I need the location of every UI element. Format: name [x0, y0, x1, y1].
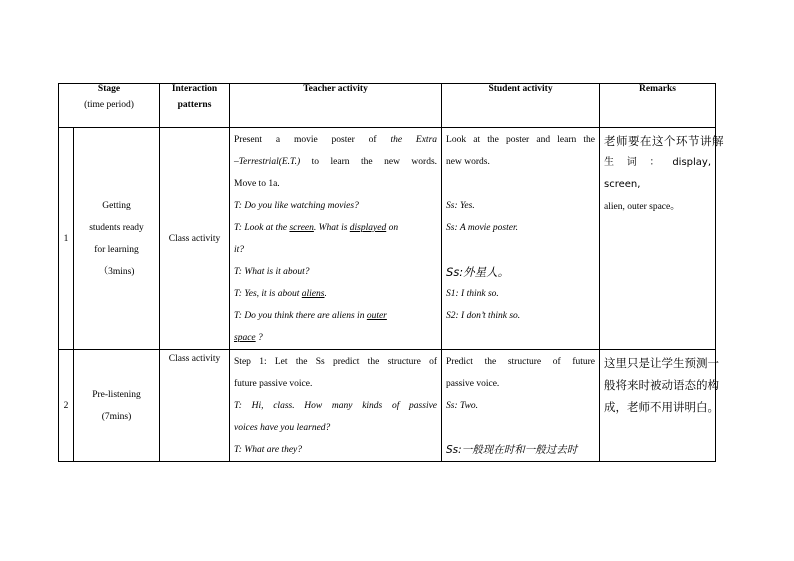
interaction-cell: Class activity	[160, 128, 230, 350]
lesson-plan-table	[58, 83, 725, 462]
teacher-line: T: What are they?	[234, 445, 302, 455]
teacher-line	[234, 129, 437, 151]
teacher-line	[234, 305, 437, 327]
stage-cell	[74, 128, 160, 350]
header-row	[59, 84, 716, 128]
header-interaction	[160, 84, 230, 128]
teacher-text-italic: . What is	[313, 223, 350, 233]
header-stage-label: Stage	[97, 84, 121, 94]
header-student: Student activity	[442, 84, 600, 128]
remarks-line: 生 词 ： display, screen,	[604, 157, 712, 190]
row-number: 2	[59, 350, 74, 462]
teacher-text: to learn the new words.	[300, 157, 438, 167]
teacher-text-italic: on	[386, 223, 399, 233]
stage-line: （3mins)	[98, 266, 135, 277]
student-line: S2: I don’t think so.	[446, 311, 521, 321]
teacher-text-italic: T: Do you think there are aliens in	[234, 311, 367, 321]
teacher-line: future passive voice.	[234, 379, 313, 389]
teacher-text: Present a movie poster of	[234, 135, 391, 145]
stage-line: for learning	[94, 244, 139, 255]
remarks-line: 般将来时被动语态的构	[604, 378, 720, 392]
teacher-text-italic: –Terrestrial(E.T.)	[234, 157, 301, 167]
table-row	[59, 350, 716, 462]
header-interaction-line2: patterns	[177, 100, 212, 110]
teacher-text-italic: .	[324, 289, 327, 299]
stage-line: Getting	[102, 200, 131, 211]
teacher-text-italic: ?	[255, 333, 263, 343]
teacher-line: voices have you learned?	[234, 423, 331, 433]
teacher-line: it?	[234, 245, 245, 255]
remarks-line: alien, outer space。	[604, 202, 680, 212]
teacher-line: Move to 1a.	[234, 179, 280, 189]
stage-line: students ready	[89, 222, 144, 233]
header-stage	[59, 84, 160, 128]
student-line: Ss: Two.	[446, 401, 479, 411]
remarks-cell	[600, 128, 725, 350]
header-stage-sub: (time period)	[84, 100, 134, 110]
underlined-word: space	[234, 333, 256, 343]
student-activity-cell	[442, 128, 600, 350]
header-remarks: Remarks	[600, 84, 716, 128]
student-line: Look at the poster and learn the	[446, 135, 596, 145]
row-number: 1	[59, 128, 74, 350]
spacer	[446, 173, 595, 195]
underlined-word: outer	[366, 311, 387, 321]
student-line: Ss: A movie poster.	[446, 223, 518, 233]
teacher-line	[234, 151, 437, 173]
remarks-line: 老师要在这个环节讲解	[604, 134, 725, 148]
teacher-activity-cell	[230, 128, 442, 350]
stage-line: Pre-listening	[92, 389, 141, 400]
underlined-word: aliens	[301, 289, 325, 299]
student-line: S1: I think so.	[446, 289, 499, 299]
student-line: Ss:外星人。	[446, 265, 510, 279]
teacher-line: Step 1: Let the Ss predict the structure of	[234, 357, 438, 367]
teacher-line: T: Hi, class. How many kinds of passive	[234, 401, 438, 411]
teacher-line	[234, 217, 437, 239]
remarks-cell	[600, 350, 720, 462]
teacher-line: T: What is it about?	[234, 267, 310, 277]
teacher-text-italic: T: Look at the	[234, 223, 290, 233]
spacer	[446, 239, 595, 261]
student-line: new words.	[446, 157, 490, 167]
header-teacher: Teacher activity	[230, 84, 442, 128]
remarks-line: 这里只是让学生预测一	[604, 356, 720, 370]
interaction-cell: Class activity	[160, 350, 230, 462]
student-line: Ss: Yes.	[446, 201, 475, 211]
teacher-text-italic: the Extra	[390, 135, 438, 145]
teacher-line	[234, 283, 437, 305]
spacer	[446, 417, 595, 439]
underlined-word: screen	[289, 223, 314, 233]
header-interaction-line1: Interaction	[171, 84, 218, 94]
stage-line: (7mins)	[101, 411, 132, 422]
student-line: Ss:一般现在时和一般过去时	[446, 444, 578, 456]
stage-cell	[74, 350, 160, 462]
underlined-word: displayed	[349, 223, 387, 233]
teacher-activity-cell	[230, 350, 442, 462]
teacher-line: T: Do you like watching movies?	[234, 201, 359, 211]
teacher-text-italic: T: Yes, it is about	[234, 289, 302, 299]
student-line: passive voice.	[446, 379, 500, 389]
student-activity-cell	[442, 350, 600, 462]
student-line: Predict the structure of future	[446, 357, 596, 367]
teacher-line	[234, 327, 437, 349]
table-row	[59, 128, 716, 350]
remarks-line: 成，老师不用讲明白。	[604, 400, 720, 414]
